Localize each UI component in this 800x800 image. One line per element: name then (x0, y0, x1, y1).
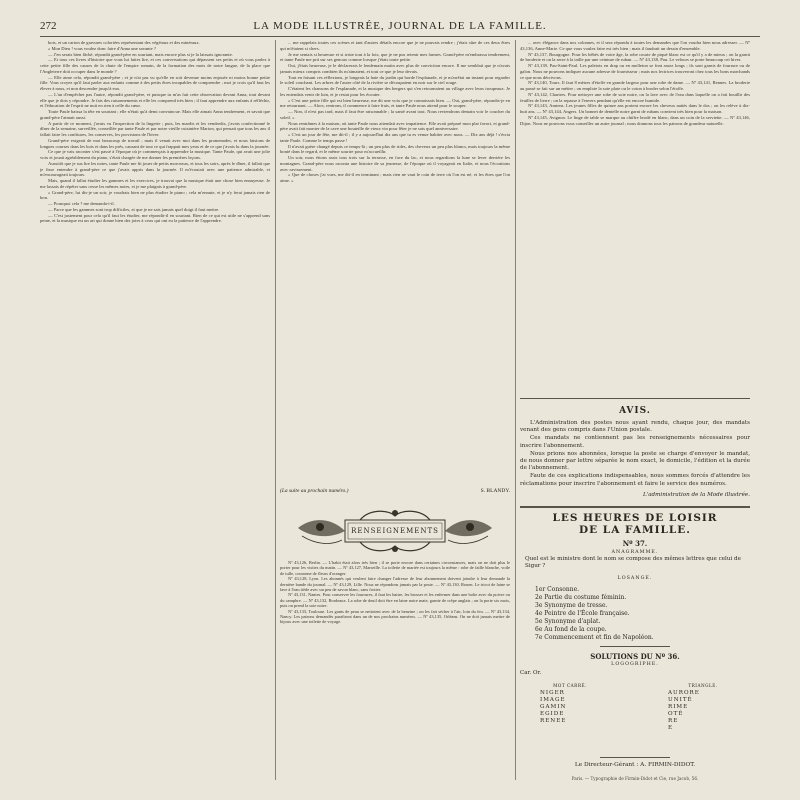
solutions-title: SOLUTIONS DU Nº 36. (590, 652, 680, 661)
grid-line: OTÉ (668, 711, 684, 717)
grid-line: E (668, 725, 674, 731)
puzzle-type: ANAGRAMME. (611, 550, 659, 555)
director-line: Le Directeur-Gérant : A. FIRMIN-DIDOT. (574, 762, 696, 768)
story-paragraph: Oui, j'étais heureuse, je le déclarerais le lendemain matin avec plus de conviction encore. Il me semblait que je n'avais jamais mieux compris combien ils m'aimaient, et tout ce que je leur devais. (280, 63, 510, 74)
correspondence-paragraph: ... avec élégance dans nos colonnes, et il sera répondu à toutes les demandes que l'on voudra bien nous adresser. — Nº 43,136, Anne-Marie. Ce que vous voulez faire est très bien ; mais il faudrait un dessin d'ensemble. (520, 40, 750, 51)
story-paragraph: Tout en faisant ces réflexions, je longeais la haie du jardin qui borde l'esplanade, et je m'arrêtai un instant pour regarder le soleil couchant. Les arbres de l'autre côté de la rivière se découpaient en noir sur le ciel rouge. (280, 74, 510, 86)
avis-signature: L'administration de la Mode illustrée. (642, 492, 750, 498)
grid-line: RIME (668, 704, 689, 710)
story-paragraph: ... me rappelais toutes ces scènes et tant d'autres détails encore que je ne pouvais rendre ; j'étais sûre de ces deux êtres qui m'étaient si chers. (280, 40, 510, 51)
header-rule (40, 36, 760, 37)
story-paragraph: Mais, quand il fallut étudier les gammes et les exercices, je trouvai que la musique était une chose bien ennuyeuse. Je me lassais de répéter sans cesse les mêmes notes, et je me plaignis à grand-père. (40, 178, 270, 189)
heures-rule (520, 506, 750, 508)
avis-paragraph: Ces mandats ne contiennent pas les renseignements nécessaires pour inscrire l'abonnement. (520, 435, 750, 449)
renseignements-banner (290, 506, 500, 556)
story-paragraph: — Et tous ces livres d'histoire que vous lui faites lire, et ces conversations qui dépassent ses petits et où vous parlez à cette petite fille des causes de la chute de l'empire romain, de la formation des mots de notre langue, de la place que l'Angleterre doit occuper dans le monde ? (40, 57, 270, 74)
clue-item: 6e Au fond de la coupe. (535, 626, 607, 633)
clue-item: 3e Synonyme de tresse. (535, 602, 608, 609)
grid-line: AURORE (668, 690, 700, 696)
avis-body (520, 420, 750, 489)
story-paragraph: Un soir, nous étions assis tous trois sur la terrasse, en face du lac, et nous regardions la lune se lever derrière les montagnes. Grand-père nous raconta une histoire de sa jeunesse, de l'époque où il voyageait en Italie, et nous l'écoutions avec ravissement. (280, 155, 510, 172)
story-paragraph: « Que de choses j'ai vues, me dit-il en terminant ; mais rien ne vaut le coin de terre où l'on est né, et les êtres que l'on aime. » (280, 172, 510, 183)
renseignements-body (280, 560, 510, 780)
logogriphe-answer: Car. Or. (520, 670, 542, 676)
renseignements-paragraph: Nº 43,133, Toulouse. Les gants de peau se nettoient avec de la benzine ; on les fait sécher à l'air, loin du feu. — Nº 43,134, Nancy. Les patrons demandés paraîtront dans un de nos prochains numéros. — Nº 43,135, Orléans. On ne doit jamais mettre de bijoux avec une toilette de voyage. (280, 608, 510, 625)
heures-title-line2: DE LA FAMILLE. (579, 524, 691, 536)
grid-title: MOT CARRÉ. (553, 683, 587, 688)
story-paragraph: — Parce que les gammes sont trop difficiles, et que je ne sais jamais quel doigt il faut mettre. (48, 206, 220, 212)
avis-paragraph: L'Administration des postes nous ayant rendu, chaque jour, des mandats venant des gens compris dans l'Union postale. (520, 420, 750, 434)
story-paragraph: « Grand-père, lui dis-je un soir, je voudrais bien ne plus étudier le piano ; cela m'ennuie, et je n'y ferai jamais rien de bon. (40, 189, 270, 201)
heures-title-line1: LES HEURES DE LOISIR (552, 512, 718, 524)
correspondence-paragraph: Nº 43,142, Chartres. Pour nettoyer une robe de soie noire, on la lave avec de l'eau dans laquelle on a fait bouillir des feuilles de lierre ; on la repasse à l'envers pendant qu'elle est encore humide. (520, 91, 750, 103)
page-header (40, 20, 760, 36)
clues-list (535, 586, 735, 642)
story-paragraph: Nous rentrâmes à la maison, où tante Paule nous attendait avec impatience. Elle avait préparé mon plat favori, et grand-père avait fait monter de la cave une bouteille de vieux vin pour fêter je ne sais quel anniversaire. (280, 120, 510, 132)
puzzle-question: Quel est le ministre dont le nom se compose des mêmes lettres que celui de Sigur ? (525, 556, 741, 569)
avis-paragraph: Faute de ces explications indispensables, nous sommes forcés d'attendre les réclamations pour inscrire l'abonnement et faire le service des numéros. (520, 473, 750, 487)
avis-title: AVIS. (619, 406, 651, 416)
footer-rule (600, 757, 670, 758)
story-paragraph: Grand-père exigeait de moi beaucoup de travail ; mais il venait avec moi dans les promenades, et nous faisions de longues courses dans les bois et dans les prés, causant de tout ce qui frappait mes yeux et de ce que j'avais lu dans la journée. (40, 137, 270, 149)
story-paragraph: Toute Paule baissa la tête en souriant ; elle n'était qu'à demi convaincue. Mais elle aimait Anna tendrement, et savait que grand-père l'aimait aussi. (40, 109, 270, 120)
renseignements-heading: RENSEIGNEMENTS (351, 527, 439, 535)
continuation-note: (La suite au prochain numéro.) (280, 488, 349, 494)
story-paragraph: « C'est un jour de fête, me dit-il ; il y a aujourd'hui dix ans que tu es venue habiter avec nous. — Dix ans déjà ! s'écria tante Paule. Comme le temps passe ! (280, 132, 510, 143)
correspondence-paragraph: Nº 43,145, Avignon. Le linge de table se marque au chiffre brodé en blanc, dans un coin de la serviette. — Nº 43,146, Dijon. Nous ne pouvons vous conseiller un autre journal ; nous donnons tous les patrons de grandeur naturelle. (520, 114, 750, 126)
grid-line: NIGER (540, 690, 565, 696)
story-paragraph: Aussitôt que je sus lire les notes, tante Paule me fit jouer de petits morceaux, et tous les soirs, après le dîner, il fallait que je fisse entendre à grand-père ce que j'avais appris dans la journée. Il m'écoutait avec une patience admirable, et m'encourageait toujours. (40, 160, 270, 178)
heures-number: Nº 37. (622, 539, 648, 548)
page-number: 272 (40, 20, 57, 32)
avis-paragraph: Nous prions nos abonnées, lorsque la poste se charge d'envoyer le mandat, de nous donner par lettre séparée le nom exact, le domicile, l'édition et la durée de l'abonnement. (520, 450, 750, 472)
renseignements-paragraph: Nº 43,128, Lyon. Les abonnés qui veulent faire changer l'adresse de leur abonnement doivent joindre à leur demande la dernière bande du journal. — Nº 43,129, Lille. Nous ne répondons jamais par la poste. — Nº 43,130, Rouen. Le tricot de laine se lave à l'eau tiède avec un peu de savon blanc, sans frotter. (280, 576, 510, 593)
clue-item: 2e Partie du costume féminin. (535, 594, 627, 601)
story-column-1 (40, 40, 270, 780)
clue-item: 5e Synonyme d'aplat. (535, 618, 601, 625)
correspondence-paragraph: Nº 43,137, Bourgogne. Pour les bébés de votre âge, la robe courte de piqué blanc est ce qu'il y a de mieux ; on la garnit de broderie et on la serre à la taille par une ceinture de ruban. — Nº 43,138, Pau. Le velours se porte beaucoup cet hiver. (520, 51, 750, 63)
correspondence-paragraph: Nº 43,140, Tours. Il faut 8 mètres d'étoffe en grande largeur pour une robe de dame. — Nº 43,141, Rennes. La broderie au passé se fait sur un métier ; on emploie la soie plate ou le coton à broder selon l'étoffe. (520, 80, 750, 91)
grid-line: EGIDE (540, 711, 565, 717)
story-paragraph: — Elle aime cela, répondit grand-père ; et je n'ai pas vu qu'elle en soit devenue moins enjouée ni moins bonne petite fille. Vous croyez qu'il faut parler aux enfants comme à des petits êtres incapables de comprendre ; moi je crois qu'il faut les élever à nous, et non descendre jusqu'à eux. (40, 74, 270, 91)
journal-title: LA MODE ILLUSTRÉE, JOURNAL DE LA FAMILLE. (253, 20, 547, 32)
story-paragraph: — J'en serais bien fâché, répondit grand-père en souriant, mais encore plus si je la laissais ignorante. (48, 51, 233, 57)
printer-line: Paris. — Typographie de Firmin-Didot et Cie, rue Jacob, 56. (571, 776, 699, 781)
grid-line: RE (668, 718, 679, 724)
story-paragraph: « C'est une petite fille qui est bien heureuse, me dit une voix que je connaissais bien. — Oui, grand-père, répondis-je en me retournant. — Alors, rentrons, il commence à faire frais, et tante Paule nous attend pour le souper. (280, 97, 510, 109)
avis-rule (520, 398, 750, 399)
story-column-2 (280, 40, 510, 488)
story-paragraph: — C'est justement pour cela qu'il faut les étudier, me répondit-il en souriant. Rien de ce qui est utile ne s'apprend sans peine, et la musique est un art qui donne bien des joies à ceux qui ont eu la patience de l'apprendre. (40, 212, 270, 224)
clue-item: 4e Peintre de l'École française. (535, 610, 630, 617)
story-paragraph: bois, et un carton de gravures coloriées représentant des végétaux et des minéraux. (48, 40, 200, 45)
heures-title (520, 512, 750, 536)
triangle-grid (668, 682, 738, 732)
clues-title: LOSANGE. (617, 576, 653, 581)
story-paragraph: A partir de ce moment, j'avais vu l'inspection de la lingerie ; puis, les mardis et les vendredis, j'avais confectionné le dîner de la semaine, surveillée, conseillée par tante Paule et par notre vieille cuisinière Marion, qui pensait que tous les ans il fallait faire les confitures, les conserves, les provisions de l'hiver. (40, 120, 270, 137)
story-paragraph: Ce que je vais raconter s'est passé à l'époque où je commençais à apprendre la musique. Tante Paule, qui avait une jolie voix et jouait agréablement du piano, s'était chargée de me donner les premières leçons. (40, 149, 270, 160)
story-paragraph: — Non, il n'est pas tard, mais il faut être raisonnable ; la santé avant tout. Nous reviendrons demain voir le coucher du soleil. » (280, 109, 510, 120)
grid-line: IMAGE (540, 697, 566, 703)
grid-line: RENEE (540, 718, 567, 724)
solutions-subtitle: LOGOGRIPHE. (611, 662, 659, 667)
renseignements-paragraph: Nº 43,131, Nantes. Pour conserver les fourrures, il faut les battre, les brosser et les enfermer dans une boîte avec du poivre ou du camphre. — Nº 43,132, Bordeaux. La robe de deuil doit être en laine noire mate, garnie de crêpe anglais ; on la porte six mois, puis on prend la soie noire. (280, 592, 510, 609)
correspondence-paragraph: Nº 43,143, Amiens. Les jeunes filles de quinze ans portent encore les cheveux nattés dans le dos ; on les relève à dix-huit ans. — Nº 43,144, Angers. Un bonnet de dentelle noire garni de rubans convient très bien pour la maison. (520, 103, 750, 114)
story-paragraph: C'étaient les chansons de l'esplanade, et la musique des bergers qui s'en retournaient au village avec leurs troupeaux. Je les entendais venir de loin, et je restai pour les écouter. (280, 86, 510, 97)
story-signature (280, 488, 510, 494)
column-rule-right (515, 40, 516, 780)
story-paragraph: « Mon Dieu ! vous voulez donc faire d'Anna une savante ? (48, 45, 156, 51)
author-name: S. BLANDY. (480, 488, 510, 494)
story-paragraph: Je me sentais si heureuse et si triste tout à la fois, que je ne pus retenir mes larmes. Grand-père m'embrassa tendrement, et tante Paule me prit sur ses genoux comme lorsque j'étais toute petite. (280, 51, 510, 63)
solutions-rule (600, 646, 670, 647)
renseignements-paragraph: Nº 43,126, Berlin. — L'habit était alors très bien ; il se porte encore dans certaines circonstances, mais on ne doit plus le porter pour les visites du matin. — Nº 43,127, Marseille. La toilette de mariée est toujours la même : robe de faille blanche, voile de tulle, couronne de fleurs d'oranger. (280, 560, 510, 576)
correspondence-paragraph: Nº 43,139, Pau-Saint-Paul. Les paletots en drap ou en molleton se font assez longs ; ils sont garnis de fourrure ou de galon. Nous ne pouvons indiquer aucune adresse de fournisseur ; mais nos lectrices trouveront chez tous les bons marchands ce que nous décrivons. (520, 63, 750, 80)
grid-title: TRIANGLE. (688, 683, 718, 688)
correspondence-column (520, 40, 750, 330)
story-paragraph: — L'an d'empêcher pas l'autre, répondit grand-père, et puisque tu m'as fait cette observation devant Anna, tout devant elle que je dois y répondre. Je fais des raisonnements et elle les comprend très bien ; il faut apprendre aux enfants à réfléchir, et l'éducation de l'esprit ne nuit en rien à celle du cœur. (40, 91, 270, 109)
grid-line: GAMIN (540, 704, 567, 710)
column-rule-left (275, 40, 276, 780)
story-paragraph: Il n'avait guère changé depuis ce temps-là ; un peu plus de rides, des cheveux un peu plus blancs, mais toujours la même bonté dans le regard, et le même sourire pour m'accueillir. (280, 143, 510, 155)
clue-item: 7e Commencement et fin de Napoléon. (535, 634, 654, 641)
clue-item: 1er Consonne. (535, 586, 580, 593)
grid-line: UNITÉ (668, 697, 693, 703)
story-paragraph: — Pourquoi cela ? me demanda-t-il. (48, 201, 115, 206)
mot-carre-grid (540, 682, 600, 725)
